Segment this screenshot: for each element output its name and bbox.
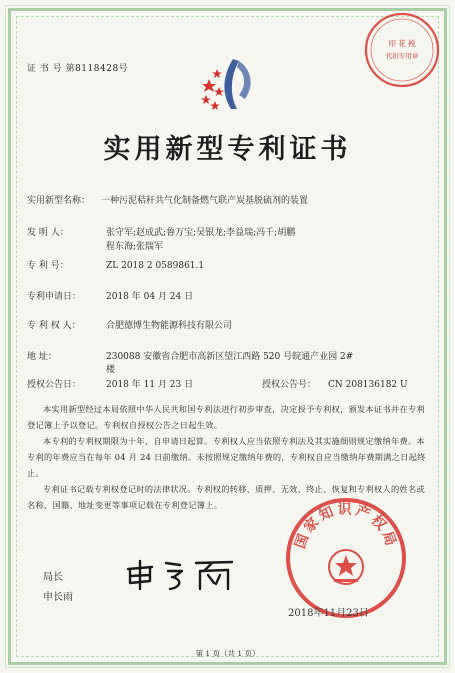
patent-number-value: ZL 2018 2 0589861.1 [106, 261, 205, 271]
patent-holder-label: 专 利 权 人： [27, 321, 81, 331]
svg-text:国家知识产权局 [291, 501, 399, 551]
patent-number-label: 专 利 号： [27, 261, 69, 271]
tax-stamp-text-2: 代扣专用章 [385, 52, 419, 60]
patent-number-row [27, 259, 205, 273]
body-paragraph-3: 专利证书记载专利权登记时的法律状况。专利权的转移、质押、无效、终止、恢复和专利权人的姓名或名称、国籍、地址变更等事项记载在专利登记簿上。 [27, 484, 425, 510]
page-number: 第 1 页（共 1 页） [195, 649, 260, 658]
inventor-row [27, 226, 296, 240]
certificate-number: 证 书 号 第8118428号 [27, 64, 129, 74]
director-name: 申长雨 [43, 592, 73, 603]
director-signature [122, 557, 242, 593]
tax-stamp-text-1: 印 花 税 [388, 39, 416, 48]
grant-date-row [27, 378, 194, 392]
filing-date-label: 专利申请日： [27, 292, 82, 302]
seal-date: 2018年11月23日 [288, 608, 369, 619]
address-value-line-1: 230088 安徽省合肥市高新区望江西路 520 号皖通产业园 2# [106, 352, 354, 362]
director-title: 局长 [43, 572, 63, 583]
filing-date-row [27, 290, 194, 304]
address-label: 地 址： [27, 352, 57, 362]
patent-holder-value: 合肥德博生物能源科技有限公司 [106, 321, 233, 331]
grant-date-label: 授权公告日： [27, 380, 82, 390]
address-value-line-2: 楼 [106, 365, 116, 375]
patent-holder-row [27, 319, 233, 333]
official-seal [283, 495, 409, 621]
utility-model-name-row [27, 194, 309, 208]
utility-model-name-label: 实用新型名称： [27, 196, 91, 206]
grant-date-value: 2018 年 11 月 23 日 [106, 380, 194, 390]
body-paragraph-2: 本专利的专利权期限为十年，自申请日起算。专利权人应当依照专利法及其实施细则规定缴纳年费。本专利的年费应当在每年 04 月 24 日前缴纳。未按照规定缴纳年费的，专利权自应当缴纳年费期满之日起终止。 [27, 436, 426, 478]
tax-stamp [362, 10, 442, 90]
patent-office-emblem [197, 55, 267, 113]
body-paragraph-1: 本实用新型经过本局依照中华人民共和国专利法进行初步审查，决定授予专利权，颁发本证书并在专利登记簿上予以登记。专利权自授权公告之日起生效。 [27, 404, 425, 430]
inventor-value-line-2: 程东海;张瑞军 [106, 242, 164, 252]
utility-model-name-value: 一种污泥秸秆共气化制备燃气联产炭基脱硫剂的装置 [101, 196, 309, 206]
address-row [27, 350, 354, 364]
inventor-value-line-1: 张守军;赵成武;鲁万宝;吴银龙;李益瑞;冯千;胡鹏 [106, 228, 296, 238]
inventor-label: 发 明 人： [27, 228, 69, 238]
seal-text: 国家知识产权局 [292, 501, 400, 551]
grant-number-row [262, 378, 408, 392]
grant-number-label: 授权公告号： [262, 380, 317, 390]
page-title: 实用新型专利证书 [103, 134, 352, 165]
filing-date-value: 2018 年 04 月 24 日 [106, 292, 194, 302]
grant-number-value: CN 208136182 U [328, 380, 408, 390]
